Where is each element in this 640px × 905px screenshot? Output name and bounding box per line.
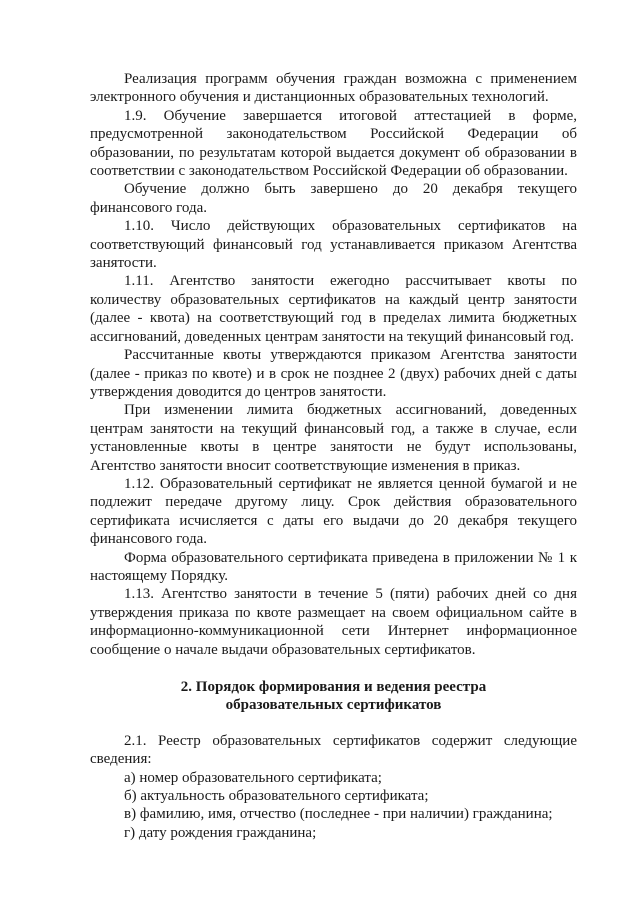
paragraph-1-11-quotas: 1.11. Агентство занятости ежегодно рассчитывает квоты по количеству образовательных сертификатов на каждый центр занятости (далее - квота) на соответствующий год в пределах лимита бюджетных ассигнований, доведенных центрам занятости на текущий финансовый год.: [90, 273, 577, 345]
paragraph-2-1-registry-intro: 2.1. Реестр образовательных сертификатов содержит следующие сведения:: [90, 732, 577, 768]
paragraph-quota-order: Рассчитанные квоты утверждаются приказом Агентства занятости (далее - приказ по квоте) и в срок не позднее 2 (двух) рабочих дней с даты утверждения доводится до центров занятости.: [90, 347, 577, 400]
paragraph-1-9-attestation: 1.9. Обучение завершается итоговой аттестацией в форме, предусмотренной законодательством Российской Федерации об образовании, по результатам которой выдается документ об образовании в соответствии с законодательством Российской Федерации об образовании.: [90, 107, 577, 180]
section-heading-line-2: образовательных сертификатов: [225, 697, 442, 714]
list-item: б) актуальность образовательного сертификата;: [124, 788, 429, 805]
section-heading: [90, 678, 577, 715]
paragraph-distance-learning: Реализация программ обучения граждан возможна с применением электронного обучения и дистанционных образовательных технологий.: [90, 71, 577, 106]
paragraph-1-13-announcement: 1.13. Агентство занятости в течение 5 (пяти) рабочих дней со дня утверждения приказа по квоте размещает на своем официальном сайте в информационно-коммуникационной сети Интернет информационное сообщение о начале выдачи образовательных сертификатов.: [90, 586, 577, 658]
list-item: а) номер образовательного сертификата;: [124, 769, 382, 786]
paragraph-1-12-certificate-validity: 1.12. Образовательный сертификат не является ценной бумагой и не подлежит передаче другому лицу. Срок действия образовательного сертификата исчисляется с даты его выдачи до 20 декабря текущего финансового года.: [90, 475, 577, 548]
paragraph-1-10-certificate-count: 1.10. Число действующих образовательных сертификатов на соответствующий финансовый год устанавливается приказом Агентства занятости.: [90, 218, 577, 272]
section-heading-line-1: 2. Порядок формирования и ведения реестра: [180, 679, 487, 695]
list-item: в) фамилию, имя, отчество (последнее - при наличии) гражданина;: [124, 806, 553, 823]
list-item: г) дату рождения гражданина;: [124, 824, 317, 841]
document-page: [90, 70, 577, 842]
paragraph-quota-changes: При изменении лимита бюджетных ассигнований, доведенных центрам занятости на текущий финансовый год, а также в случае, если установленные квоты в центре занятости не будут использованы, Агентство занятости вносит соответствующие изменения в приказ.: [90, 402, 577, 474]
paragraph-training-deadline: Обучение должно быть завершено до 20 декабря текущего финансового года.: [90, 181, 577, 216]
paragraph-certificate-form: Форма образовательного сертификата приведена в приложении № 1 к настоящему Порядку.: [90, 549, 577, 584]
